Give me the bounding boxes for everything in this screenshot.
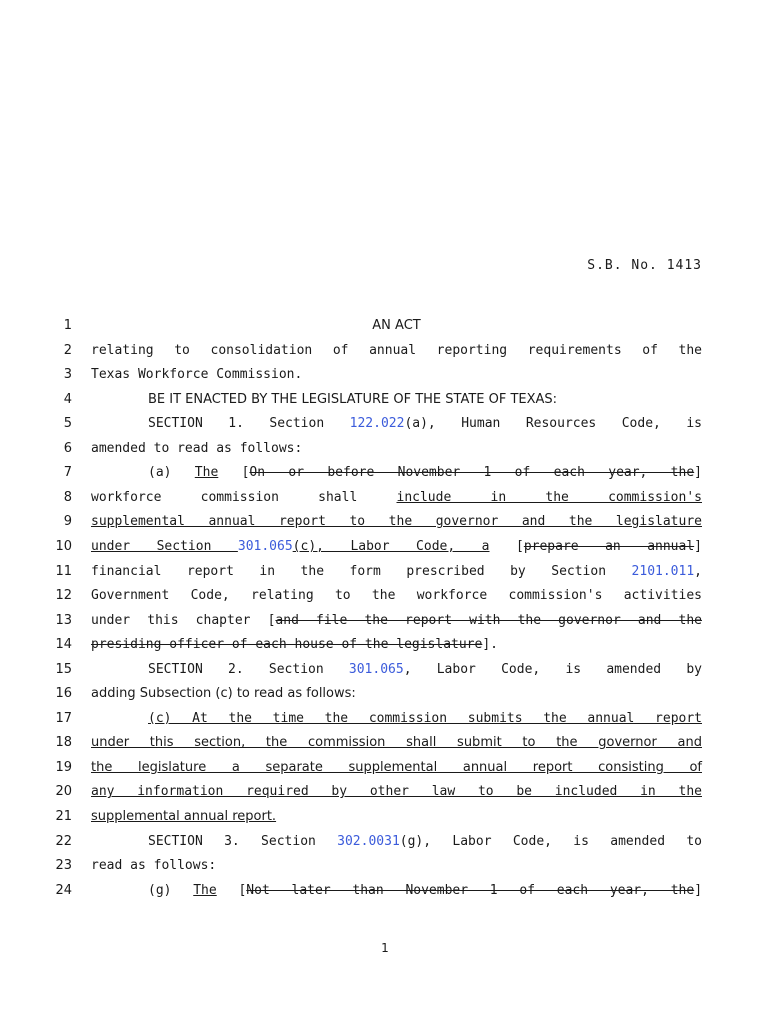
statute-link[interactable]: 122.022 <box>349 416 405 432</box>
line-text <box>91 392 702 407</box>
bill-line <box>0 834 770 854</box>
bill-line <box>0 760 770 780</box>
text-segment: [ <box>218 465 250 481</box>
bill-line <box>0 441 770 461</box>
line-text <box>91 416 702 431</box>
deleted-text: prepare an annual <box>523 538 695 554</box>
text-segment: read as follows: <box>91 858 217 874</box>
bill-line <box>0 662 770 682</box>
text-segment: SECTION 2. Section <box>148 661 349 677</box>
bill-line <box>0 539 770 559</box>
bill-line <box>0 588 770 608</box>
text-segment: workforce commission shall <box>91 489 397 505</box>
inserted-text: The <box>194 465 219 481</box>
line-text <box>91 834 702 849</box>
inserted-text: The <box>193 882 217 898</box>
line-text <box>91 343 702 358</box>
deleted-text: and file the report with the governor and the <box>275 612 702 628</box>
bill-line <box>0 367 770 387</box>
bill-line <box>0 416 770 436</box>
text-segment: relating to consolidation of annual reporting requirements of the <box>91 342 702 358</box>
bill-line <box>0 686 770 706</box>
bill-line <box>0 490 770 510</box>
line-text <box>91 662 702 677</box>
line-number: 15 <box>55 661 72 677</box>
line-number: 2 <box>63 342 72 358</box>
inserted-text: (c), Labor Code, a <box>292 538 490 554</box>
line-text <box>91 318 702 333</box>
line-text <box>91 539 702 554</box>
bill-line <box>0 564 770 584</box>
bill-line <box>0 809 770 829</box>
line-text <box>91 613 702 628</box>
bill-line <box>0 735 770 755</box>
page-number: 1 <box>381 941 389 955</box>
inserted-text: supplemental annual report. <box>91 809 277 824</box>
text-segment: ]. <box>482 637 498 653</box>
bill-line <box>0 711 770 731</box>
statute-link[interactable]: 2101.011 <box>631 563 695 579</box>
text-segment: Texas Workforce Commission. <box>91 367 303 383</box>
line-number: 6 <box>63 440 72 456</box>
text-segment: ] <box>694 465 702 481</box>
line-text <box>91 711 702 726</box>
line-number: 21 <box>55 809 72 824</box>
text-segment: , Labor Code, is amended by <box>403 661 702 677</box>
text-segment: BE IT ENACTED BY THE LEGISLATURE OF THE STATE OF TEXAS: <box>148 391 558 407</box>
bill-line <box>0 613 770 633</box>
line-number: 24 <box>55 882 72 898</box>
line-text <box>91 735 702 750</box>
line-number: 8 <box>63 489 72 505</box>
deleted-text: Not later than November 1 of each year, the <box>246 882 695 898</box>
line-number: 17 <box>55 710 72 726</box>
inserted-text: supplemental annual report to the governor and the legislature <box>91 514 702 530</box>
bill-line <box>0 343 770 363</box>
line-text <box>91 858 702 873</box>
line-number: 16 <box>55 686 72 702</box>
line-number: 20 <box>55 784 72 800</box>
line-number: 19 <box>55 759 72 775</box>
line-number: 23 <box>55 858 72 874</box>
text-segment: [ <box>489 538 524 554</box>
line-text <box>91 784 702 799</box>
text-segment: ] <box>694 538 702 554</box>
statute-link[interactable]: 302.0031 <box>337 833 400 849</box>
text-segment: SECTION 3. Section <box>148 833 338 849</box>
line-number: 10 <box>55 538 72 554</box>
statute-link[interactable]: 301.065 <box>237 538 293 554</box>
bill-line <box>0 392 770 412</box>
bill-line <box>0 465 770 485</box>
inserted-text: the legislature a separate supplemental annual report consisting of <box>91 759 702 775</box>
bill-line <box>0 637 770 657</box>
line-text <box>91 760 702 775</box>
text-segment: amended to read as follows: <box>91 440 303 456</box>
line-number: 7 <box>63 465 72 481</box>
line-text <box>91 490 702 505</box>
bill-line <box>0 784 770 804</box>
text-segment: (a) <box>148 465 195 481</box>
inserted-text: any information required by other law to be included in the <box>91 784 702 800</box>
line-number: 14 <box>55 637 72 653</box>
line-text <box>91 465 702 480</box>
text-segment: financial report in the form prescribed by Section <box>91 563 632 579</box>
inserted-text: under Section <box>91 538 238 554</box>
line-text <box>91 564 702 579</box>
inserted-text: (c) At the time the commission submits the annual report <box>148 710 702 726</box>
bill-number: S.B. No. 1413 <box>587 258 702 273</box>
line-text <box>91 588 702 603</box>
line-text <box>91 441 702 456</box>
line-number: 9 <box>63 514 72 530</box>
text-segment: under this chapter [ <box>91 612 276 628</box>
deleted-text: presiding officer of each house of the legislature <box>91 637 483 653</box>
line-text <box>91 367 702 382</box>
line-text <box>91 637 702 652</box>
line-number: 1 <box>63 318 72 333</box>
text-segment: AN ACT <box>372 318 421 333</box>
inserted-text: under this section, the commission shall submit to the governor and <box>91 735 702 751</box>
line-number: 18 <box>55 735 72 751</box>
line-text <box>91 514 702 529</box>
line-text <box>91 809 702 824</box>
bill-line <box>0 883 770 903</box>
inserted-text: include in the commission's <box>396 489 702 505</box>
text-segment: [ <box>216 882 247 898</box>
text-segment: Government Code, relating to the workforce commission's activities <box>91 588 702 604</box>
line-text <box>91 883 702 898</box>
text-segment: SECTION 1. Section <box>148 416 350 432</box>
line-number: 22 <box>55 833 72 849</box>
statute-link[interactable]: 301.065 <box>348 661 404 677</box>
line-number: 3 <box>63 367 72 383</box>
line-number: 5 <box>63 416 72 432</box>
bill-line <box>0 514 770 534</box>
bill-line <box>0 318 770 338</box>
text-segment: (g) <box>148 882 194 898</box>
text-segment: , <box>694 563 702 579</box>
text-segment: (a), Human Resources Code, is <box>404 416 702 432</box>
text-segment: ] <box>694 882 703 898</box>
text-segment: (g), Labor Code, is amended to <box>399 833 702 849</box>
text-segment: adding Subsection (c) to read as follows: <box>91 686 356 702</box>
bill-line <box>0 858 770 878</box>
line-number: 12 <box>55 588 72 604</box>
line-number: 4 <box>63 391 72 407</box>
line-number: 13 <box>55 612 72 628</box>
deleted-text: On or before November 1 of each year, the <box>249 465 695 481</box>
line-number: 11 <box>55 563 72 579</box>
line-text <box>91 686 702 701</box>
